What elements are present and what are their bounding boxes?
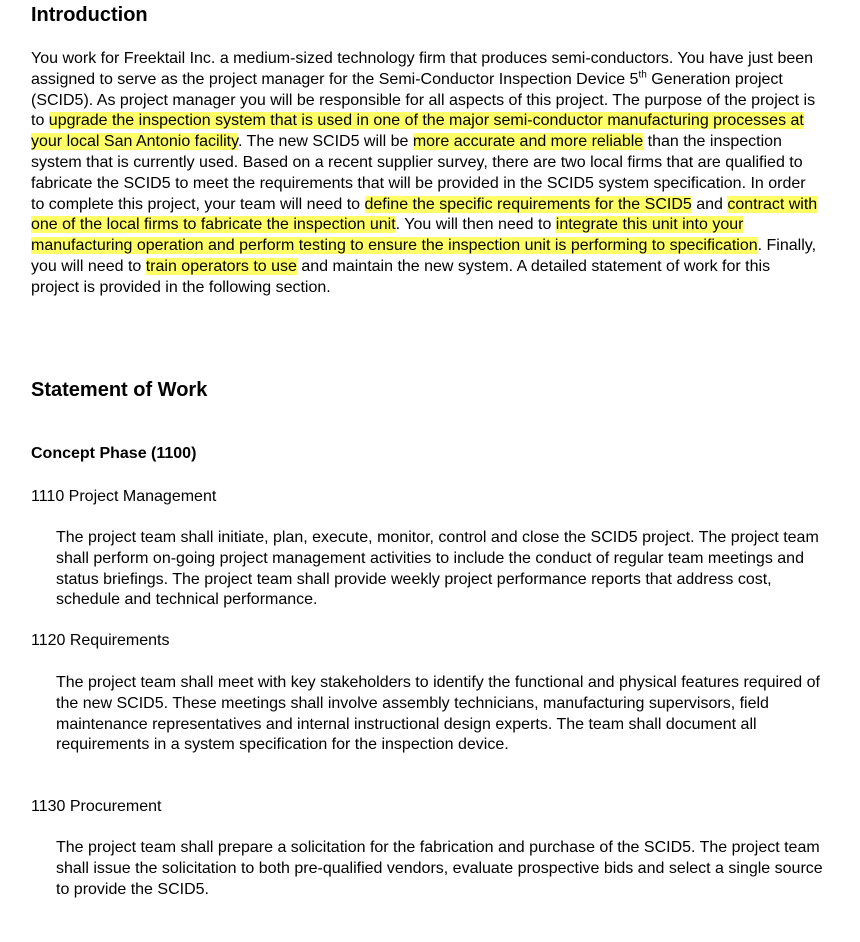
- sow-item-body-1120: The project team shall meet with key stakeholders to identify the functional and physical features required of the new SCID5. These meetings shall involve assembly technicians, manufacturing supervisors, field maintenance representatives and internal instructional design experts. The team shall document all requirements in a system specification for the inspection device.: [56, 674, 820, 754]
- superscript-text: th: [638, 69, 647, 81]
- highlighted-text: train operators to use: [145, 257, 297, 275]
- highlighted-text: integrate this unit into your manufacturing operation and perform testing to ensure the inspection unit is performing to specification: [31, 216, 758, 255]
- paragraph-text: than the inspection system that is currently used. Based on a recent supplier survey, there are two local firms that are qualified to fabricate the SCID5 to meet the requirements that will be provided in the SCID5 system specification. In order to complete this project, your team will need to: [31, 133, 806, 213]
- highlighted-text: more accurate and more reliable: [412, 133, 644, 151]
- highlighted-text: upgrade the inspection system that is used in one of the major semi-conductor manufacturing processes at your local San Antonio facility: [31, 112, 804, 151]
- sow-item-title-1120: 1120 Requirements: [31, 632, 170, 649]
- statement-of-work-heading: Statement of Work: [31, 379, 208, 401]
- paragraph-text: You work for Freektail Inc. a medium-sized technology firm that produces semi-conductors. You have just been assigned to serve as the project manager for the Semi-Conductor Inspection Device 5: [31, 50, 814, 88]
- sow-item-title-1110: 1110 Project Management: [31, 488, 217, 505]
- concept-phase-heading: Concept Phase (1100): [31, 445, 197, 462]
- introduction-paragraph: [31, 49, 821, 299]
- paragraph-text: . You will then need to: [395, 216, 556, 234]
- introduction-heading: Introduction: [31, 4, 148, 26]
- highlighted-text: contract with one of the local firms to fabricate the inspection unit: [31, 195, 818, 234]
- highlighted-text: define the specific requirements for the SCID5: [364, 195, 692, 213]
- paragraph-text: . The new SCID5 will be: [237, 133, 413, 151]
- sow-item-body-1110: The project team shall initiate, plan, execute, monitor, control and close the SCID5 project. The project team shall perform on-going project management activities to include the conduct of regular team meetings and status briefings. The project team shall provide weekly project performance reports that address cost, schedule and technical performance.: [56, 529, 819, 609]
- paragraph-text: . Finally, you will need to: [31, 237, 817, 275]
- sow-item-title-1130: 1130 Procurement: [31, 798, 162, 815]
- paragraph-text: and maintain the new system. A detailed statement of work for this project is provided in the following section.: [31, 257, 771, 296]
- paragraph-text: and: [691, 195, 728, 213]
- sow-item-body-1130: The project team shall prepare a solicitation for the fabrication and purchase of the SCID5. The project team shall issue the solicitation to both pre-qualified vendors, evaluate prospective bids and select a single source to provide the SCID5.: [56, 839, 823, 898]
- paragraph-text: Generation project (SCID5). As project manager you will be responsible for all aspects of this project. The purpose of the project is to: [31, 70, 816, 130]
